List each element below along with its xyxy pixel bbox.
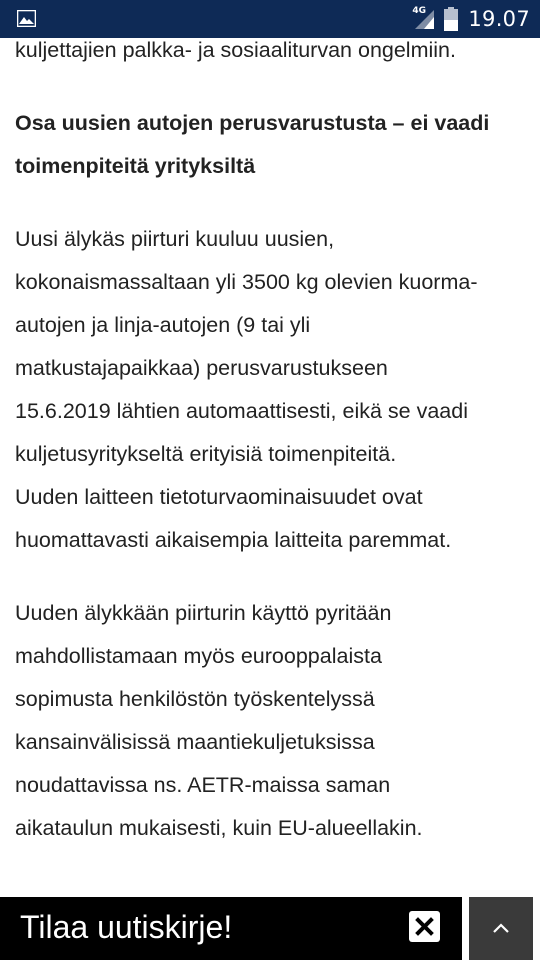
- chevron-up-icon: [491, 921, 511, 935]
- paragraph-line: noudattavissa ns. AETR-maissa saman: [15, 773, 391, 797]
- paragraph-line: kansainvälisissä maantiekuljetuksissa: [15, 730, 375, 754]
- paragraph-line: sopimusta henkilöstön työskentelyssä: [15, 687, 375, 711]
- newsletter-signup-link[interactable]: Tilaa uutiskirje!: [20, 909, 233, 945]
- article-fragment-line: kuljettajien palkka- ja sosiaaliturvan ongelmiin.: [15, 38, 456, 62]
- status-indicators: [412, 0, 530, 38]
- article-paragraph-1: [15, 218, 527, 562]
- paragraph-line: kokonaismassaltaan yli 3500 kg olevien kuorma-: [15, 270, 478, 294]
- paragraph-line: Uuden älykkään piirturin käyttö pyritään: [15, 601, 392, 625]
- paragraph-line: huomattavasti aikaisempia laitteita paremmat.: [15, 528, 452, 552]
- section-heading: [15, 102, 527, 188]
- paragraph-line: autojen ja linja-autojen (9 tai yli: [15, 313, 311, 337]
- close-icon: [409, 911, 440, 942]
- paragraph-line: 15.6.2019 lähtien automaattisesti, eikä se vaadi: [15, 399, 468, 423]
- paragraph-line: matkustajapaikkaa) perusvarustukseen: [15, 356, 388, 380]
- section-heading-line: toimenpiteitä yrityksiltä: [15, 154, 256, 178]
- battery-icon: [444, 7, 458, 31]
- scroll-to-top-button[interactable]: [469, 897, 533, 960]
- paragraph-line: Uuden laitteen tietoturvaominaisuudet ovat: [15, 485, 423, 509]
- close-newsletter-button[interactable]: [409, 911, 440, 942]
- article-paragraph-2: [15, 592, 527, 850]
- network-type-label: 4G: [412, 6, 427, 16]
- signal-icon: [412, 8, 436, 30]
- status-bar: [0, 0, 540, 38]
- paragraph-line: aikataulun mukaisesti, kuin EU-alueellakin.: [15, 816, 423, 840]
- paragraph-line: kuljetusyritykseltä erityisiä toimenpiteitä.: [15, 442, 397, 466]
- status-time: 19.07: [468, 7, 530, 31]
- image-notification-icon: [17, 10, 36, 27]
- newsletter-banner[interactable]: [0, 897, 462, 960]
- paragraph-line: mahdollistamaan myös eurooppalaista: [15, 644, 382, 668]
- section-heading-line: Osa uusien autojen perusvarustusta – ei vaadi: [15, 111, 490, 135]
- paragraph-line: Uusi älykäs piirturi kuuluu uusien,: [15, 227, 335, 251]
- article-body: [15, 29, 527, 850]
